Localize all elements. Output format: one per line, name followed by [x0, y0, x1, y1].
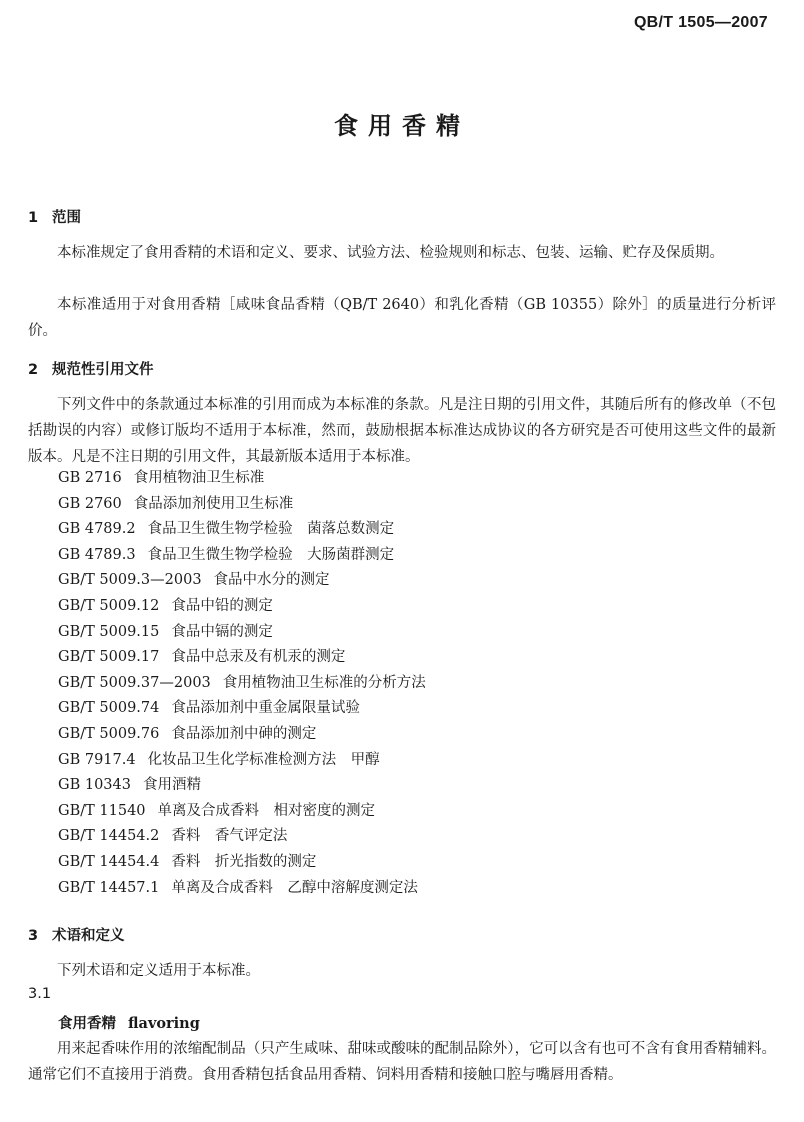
reference-code: GB 4789.3	[58, 546, 136, 563]
term-chinese: 食用香精	[58, 1016, 116, 1032]
reference-code: GB/T 5009.15	[58, 623, 160, 640]
terms-intro: 下列术语和定义适用于本标准。	[57, 963, 260, 979]
reference-item	[58, 748, 426, 774]
reference-title: 食品中总汞及有机汞的测定	[171, 649, 346, 666]
reference-item	[58, 620, 426, 646]
reference-code: GB/T 5009.76	[58, 725, 160, 742]
reference-item	[58, 517, 426, 543]
reference-item	[58, 645, 426, 671]
section-number: 1	[28, 210, 39, 226]
reference-item	[58, 466, 426, 492]
reference-item	[58, 773, 426, 799]
reference-item	[58, 850, 426, 876]
reference-code: GB/T 5009.17	[58, 649, 160, 666]
reference-item	[58, 492, 426, 518]
reference-code: GB/T 14454.2	[58, 828, 160, 845]
document-title: 食用香精	[334, 112, 470, 140]
reference-code: GB/T 14454.4	[58, 853, 160, 870]
reference-title: 香料 香气评定法	[171, 828, 288, 845]
reference-code: GB 7917.4	[58, 751, 136, 768]
section-number: 3	[28, 928, 39, 944]
reference-title: 食品添加剂中重金属限量试验	[171, 700, 360, 717]
reference-code: GB 2760	[58, 495, 122, 512]
reference-title: 食品添加剂中砷的测定	[171, 725, 317, 742]
reference-title: 食品中镉的测定	[171, 623, 273, 640]
reference-title: 食品中水分的测定	[213, 572, 330, 589]
term-english: flavoring	[128, 1015, 200, 1032]
section-2-heading	[28, 358, 154, 379]
reference-title: 化妆品卫生化学标准检测方法 甲醇	[147, 751, 380, 768]
reference-item	[58, 568, 426, 594]
section-title: 规范性引用文件	[52, 362, 154, 378]
reference-title: 食品添加剂使用卫生标准	[133, 495, 294, 512]
reference-code: GB 2716	[58, 470, 122, 486]
references-intro: 下列文件中的条款通过本标准的引用而成为本标准的条款。凡是注日期的引用文件，其随后所有的修改单（不包括勘误的内容）或修订版均不适用于本标准，然而，鼓励根据本标准达成协议的各方研究是否可使用这些文件的最新版本。凡是不注日期的引用文件，其最新版本适用于本标准。	[28, 397, 776, 465]
reference-code: GB 4789.2	[58, 521, 136, 538]
reference-code: GB/T 5009.37—2003	[58, 674, 211, 691]
reference-title: 食用酒精	[142, 777, 201, 794]
reference-title: 食品中铅的测定	[171, 597, 273, 614]
reference-code: GB 10343	[58, 777, 131, 794]
reference-item	[58, 824, 426, 850]
term-heading	[58, 1012, 200, 1033]
reference-item	[58, 594, 426, 620]
reference-code: GB/T 11540	[58, 802, 146, 819]
section-3-heading	[28, 924, 125, 945]
section-1-heading	[28, 206, 81, 227]
reference-item	[58, 696, 426, 722]
term-definition: 用来起香味作用的浓缩配制品（只产生咸味、甜味或酸味的配制品除外），它可以含有也可不含有食用香精辅料。通常它们不直接用于消费。食用香精包括食品用香精、饲料用香精和接触口腔与嘴唇用香精。	[28, 1041, 776, 1083]
section-number: 2	[28, 362, 39, 378]
reference-title: 单离及合成香料 乙醇中溶解度测定法	[171, 879, 418, 896]
reference-code: GB/T 14457.1	[58, 879, 160, 896]
term-number: 3.1	[28, 986, 52, 1002]
reference-item	[58, 671, 426, 697]
reference-item	[58, 543, 426, 569]
reference-code: GB/T 5009.74	[58, 700, 160, 717]
reference-title: 香料 折光指数的测定	[171, 853, 317, 870]
section-title: 术语和定义	[52, 928, 125, 944]
reference-list	[58, 466, 426, 901]
reference-title: 食品卫生微生物学检验 大肠菌群测定	[147, 546, 395, 563]
reference-title: 单离及合成香料 相对密度的测定	[157, 802, 376, 819]
reference-title: 食用植物油卫生标准的分析方法	[222, 674, 426, 691]
reference-code: GB/T 5009.3—2003	[58, 572, 202, 589]
reference-item	[58, 876, 426, 902]
reference-item	[58, 722, 426, 748]
reference-title: 食用植物油卫生标准	[133, 470, 265, 486]
scope-paragraph-1: 本标准规定了食用香精的术语和定义、要求、试验方法、检验规则和标志、包装、运输、贮存及保质期。	[57, 245, 724, 261]
reference-title: 食品卫生微生物学检验 菌落总数测定	[147, 521, 395, 538]
section-title: 范围	[52, 210, 81, 226]
standard-code: QB/T 1505—2007	[633, 14, 768, 31]
scope-paragraph-2: 本标准适用于对食用香精［咸味食品香精（QB/T 2640）和乳化香精（GB 10355）除外］的质量进行分析评价。	[28, 297, 776, 339]
reference-code: GB/T 5009.12	[58, 597, 160, 614]
reference-item	[58, 799, 426, 825]
